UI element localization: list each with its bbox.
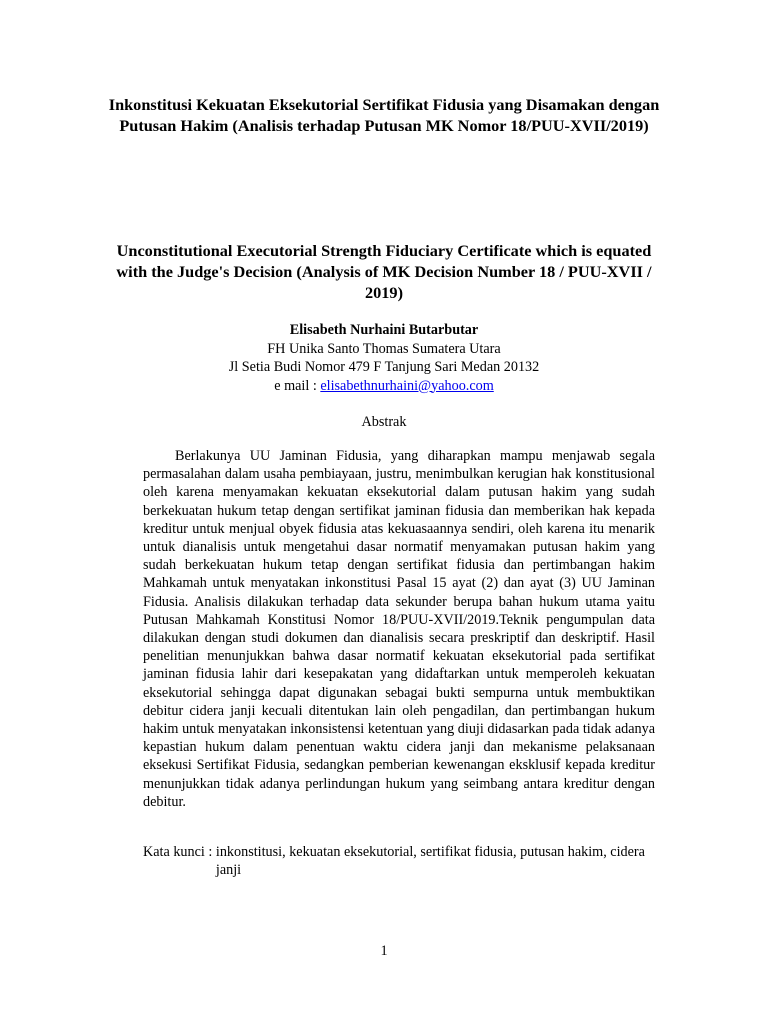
email-link[interactable]: elisabethnurhaini@yahoo.com	[320, 377, 494, 394]
author-name: Elisabeth Nurhaini Butarbutar	[289, 322, 479, 338]
paper-title-indonesian: Inkonstitusi Kekuatan Eksekutorial Sertifikat Fidusia yang Disamakan dengan Putusan Hakim (Analisis terhadap Putusan MK Nomor 18/PUU-XVII/2019)	[108, 95, 660, 135]
keywords-text: inkonstitusi, kekuatan eksekutorial, sertifikat fidusia, putusan hakim, cidera janji	[215, 844, 645, 879]
author-email-line	[100, 377, 668, 396]
author-address: Jl Setia Budi Nomor 479 F Tanjung Sari Medan 20132	[228, 359, 540, 375]
email-label: e mail :	[274, 377, 321, 394]
author-affiliation: FH Unika Santo Thomas Sumatera Utara	[267, 340, 501, 357]
author-block	[100, 321, 668, 395]
abstract-body: Berlakunya UU Jaminan Fidusia, yang diharapkan mampu menjawab segala permasalahan dalam usaha pembiayaan, justru, menimbulkan kerugian hak konstitusional oleh karena menyamakan kekuatan eksekutorial dalam putusan hakim yang sudah berkekuatan hukum tetap dengan sertifikat jaminan fidusia dan memberikan hak kepada kreditur untuk menjual obyek fidusia atas kekuasaannya sendiri, oleh karena itu menarik untuk dianalisis untuk mengetahui dasar normatif menyamakan putusan hakim yang sudah berkekuatan hukum tetap dengan sertifikat fidusia dan pertimbangan hakim Mahkamah untuk menyatakan inkonstitusi Pasal 15 ayat (2) dan ayat (3) UU Jaminan Fidusia. Analisis dilakukan terhadap data sekunder berupa bahan hukum utama yaitu Putusan Mahkamah Konstitusi Nomor 18/PUU-XVII/2019.Teknik pengumpulan data dilakukan dengan studi dokumen dan dianalisis secara preskriptif dan deskriptif. Hasil penelitian menunjukkan bahwa dasar normatif kekuatan eksekutorial pada sertifikat jaminan fidusia lahir dari kesepakatan yang didaftarkan untuk memperoleh kekuatan eksekutorial sehingga dapat digunakan sebagai bukti sempurna untuk membuktikan debitur cidera janji kecuali ditentukan lain oleh pengadilan, dan pertimbangan hukum hakim untuk menyatakan inkonsistensi ketentuan yang diuji didasarkan pada tidak adanya kepastian hukum dalam penentuan waktu cidera janji dan mekanisme pelaksanaan eksekusi Sertifikat Fidusia, sedangkan pemberian kewenangan eksklusif kepada kreditur menunjukkan tidak adanya perlindungan hukum yang seimbang antara kreditur dengan debitur.	[143, 448, 655, 810]
abstract-heading: Abstrak	[361, 414, 407, 430]
keywords-label: Kata kunci :	[143, 844, 216, 860]
keywords	[143, 843, 655, 879]
page-number: 1	[380, 943, 388, 959]
paper-title-english: Unconstitutional Executorial Strength Fiduciary Certificate which is equated with the Judge's Decision (Analysis of MK Decision Number 18 / PUU-XVII / 2019)	[116, 241, 652, 302]
